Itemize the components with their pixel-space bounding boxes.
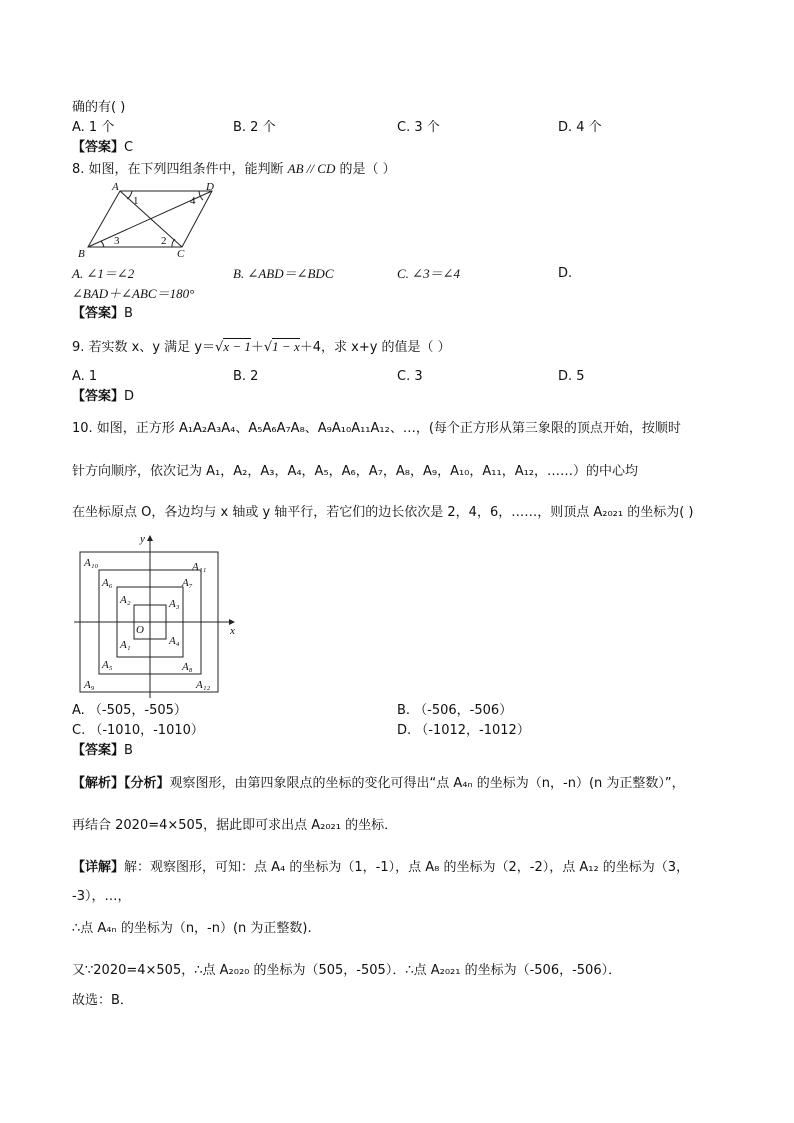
q9-stem-post: ＋4，求 x+y 的值是（ ） <box>299 340 451 355</box>
label-C: C <box>177 248 185 260</box>
q10-stem-line2: 针方向顺序，依次记为 A₁，A₂，A₃，A₄，A₅，A₆，A₇，A₈，A₉，A₁₀，A₁₁，A₁₂，……）的中心均 <box>72 464 639 479</box>
q10-detail-line3: ∴点 A₄ₙ 的坐标为（n，-n）(n 为正整数). <box>72 921 312 936</box>
q8-parallelogram-figure <box>72 182 232 260</box>
sqrt-sign-2: √ <box>263 340 273 355</box>
q8-stem <box>72 161 396 178</box>
answer-value: D <box>124 389 135 404</box>
q10-stem-line3: 在坐标原点 O，各边均与 x 轴或 y 轴平行，若它们的边长依次是 2，4，6，……，则顶点 A₂₀₂₁ 的坐标为( ) <box>72 505 694 520</box>
q8-option-d: D. <box>558 266 573 281</box>
q9-answer <box>72 389 134 405</box>
q9-option-d: D. 5 <box>558 369 585 384</box>
q8-stem-post: 的是（ ） <box>335 162 396 177</box>
q9-radicand-2: 1 − x <box>272 339 300 354</box>
q10-analysis-line1 <box>72 776 685 792</box>
label-A11: A₁₁ <box>192 561 207 573</box>
q8-option-d-line2: ∠BAD＋∠ABC＝180° <box>72 286 195 301</box>
angle-2-arc <box>172 239 175 247</box>
q10-option-d: D. （-1012，-1012） <box>397 723 530 738</box>
sqrt-sign-1: √ <box>215 340 224 355</box>
detail-text-1: 解：观察图形，可知：点 A₄ 的坐标为（1，-1），点 A₈ 的坐标为（2，-2），点 A₁₂ 的坐标为（3， <box>124 860 690 875</box>
q8-stem-math: AB // CD <box>287 161 336 176</box>
q9-option-a: A. 1 <box>72 369 98 384</box>
label-A4: A₄ <box>169 635 180 647</box>
q9-plus: ＋ <box>250 340 264 355</box>
q10-stem-line1: 10. 如图，正方形 A₁A₂A₃A₄、A₅A₆A₇A₈、A₉A₁₀A₁₁A₁₂、…，(每个正方形从第三象限的顶点开始，按顺时 <box>72 421 681 436</box>
label-D: D <box>206 182 214 193</box>
label-y: y <box>140 533 145 545</box>
label-A5: A₅ <box>102 659 113 671</box>
q10-squares-figure <box>72 530 242 700</box>
label-A9: A₉ <box>84 679 95 691</box>
label-A6: A₆ <box>102 577 113 589</box>
label-A10: A₁₀ <box>84 557 99 569</box>
angle-3-arc <box>101 241 104 247</box>
q8-option-a: A. ∠1＝∠2 <box>72 266 135 281</box>
q7-option-c: C. 3 个 <box>397 120 440 135</box>
label-A3: A₃ <box>169 598 180 610</box>
label-B: B <box>78 248 85 260</box>
label-angle-1: 1 <box>133 195 139 207</box>
answer-tag: 【答案】 <box>72 389 125 404</box>
label-O: O <box>136 624 144 636</box>
answer-value: B <box>124 306 133 321</box>
q10-detail-line2: -3），…， <box>72 889 131 904</box>
q9-option-b: B. 2 <box>233 369 259 384</box>
q7-answer <box>72 140 133 156</box>
answer-tag: 【答案】 <box>72 306 125 321</box>
q7-stem-tail: 确的有( ) <box>72 100 126 115</box>
q10-option-b: B. （-506，-506） <box>397 703 513 718</box>
answer-value: C <box>124 140 134 155</box>
q9-option-c: C. 3 <box>397 369 423 384</box>
q7-option-d: D. 4 个 <box>558 120 602 135</box>
q7-option-a: A. 1 个 <box>72 120 115 135</box>
q10-detail-line4: 又∵2020=4×505，∴点 A₂₀₂₀ 的坐标为（505，-505）．∴点 A₂₀₂₁ 的坐标为（-506，-506）． <box>72 963 622 978</box>
label-A2: A₂ <box>120 594 131 606</box>
q10-detail-line1 <box>72 860 689 876</box>
label-angle-3: 3 <box>114 235 120 247</box>
label-angle-2: 2 <box>161 235 167 247</box>
label-A1: A₁ <box>120 639 131 651</box>
q8-answer <box>72 306 133 322</box>
q10-option-c: C. （-1010，-1010） <box>72 723 204 738</box>
label-A: A <box>112 182 119 193</box>
label-A7: A₇ <box>182 577 193 589</box>
q8-option-b: B. ∠ABD＝∠BDC <box>233 266 334 281</box>
angle-1-arc <box>127 191 132 199</box>
detail-tag: 【详解】 <box>72 860 125 875</box>
q10-option-a: A. （-505，-505） <box>72 703 187 718</box>
label-A12: A₁₂ <box>196 679 211 691</box>
q9-radicand-1: x − 1 <box>223 339 251 354</box>
label-angle-4: 4 <box>190 195 196 207</box>
q10-conclusion: 故选：B． <box>72 993 133 1008</box>
analysis-tag: 【解析】【分析】 <box>72 776 170 791</box>
q10-answer <box>72 743 133 759</box>
label-x: x <box>230 625 235 637</box>
answer-value: B <box>124 743 133 758</box>
q7-option-b: B. 2 个 <box>233 120 276 135</box>
label-A8: A₈ <box>182 661 193 673</box>
q10-analysis-line2: 再结合 2020=4×505，据此即可求出点 A₂₀₂₁ 的坐标． <box>72 818 398 833</box>
q9-stem <box>72 339 451 356</box>
q9-stem-pre: 9. 若实数 x、y 满足 y＝ <box>72 340 216 355</box>
q8-stem-pre: 8. 如图，在下列四组条件中，能判断 <box>72 162 288 177</box>
answer-tag: 【答案】 <box>72 140 125 155</box>
answer-tag: 【答案】 <box>72 743 125 758</box>
q8-option-c: C. ∠3＝∠4 <box>397 266 460 281</box>
analysis-text-1: 观察图形，由第四象限点的坐标的变化可得出“点 A₄ₙ 的坐标为（n，-n）(n 为正整数）”， <box>169 776 685 791</box>
